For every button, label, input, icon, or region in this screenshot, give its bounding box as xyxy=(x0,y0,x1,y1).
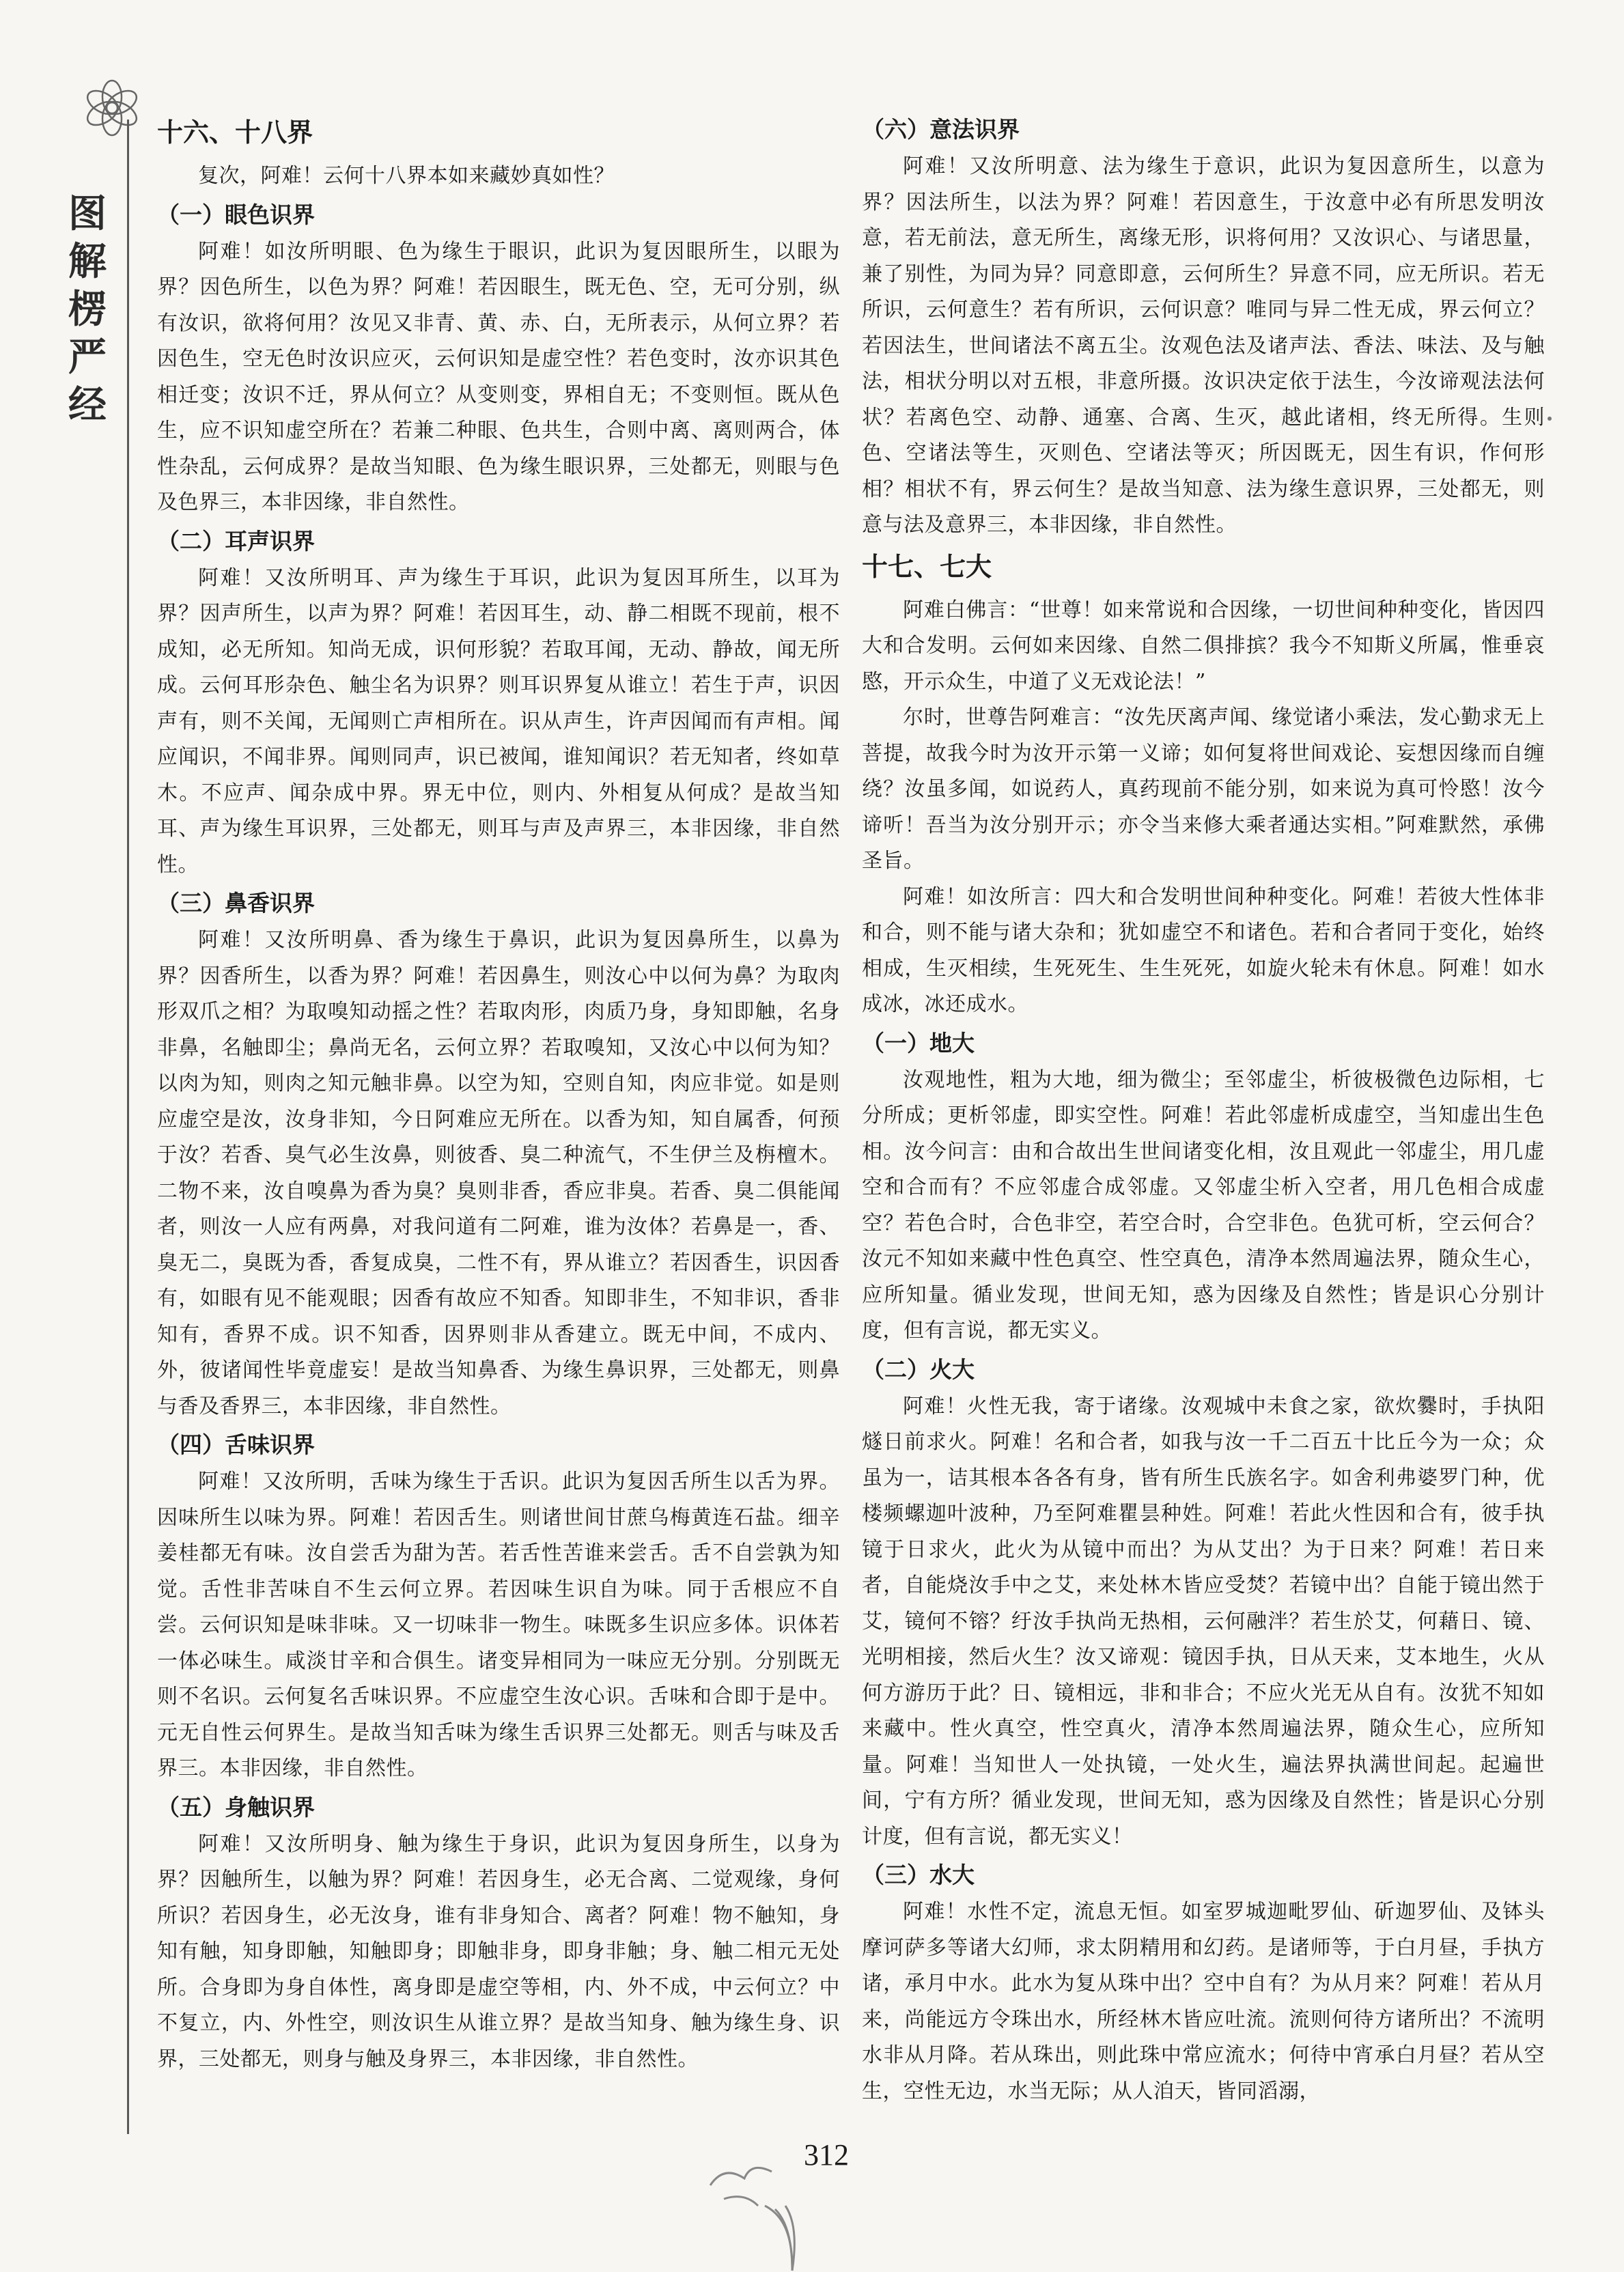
right-column xyxy=(862,109,1545,2103)
paragraph: 阿难！又汝所明，舌味为缘生于舌识。此识为复因舌所生以舌为界。因味所生以味为界。阿难！若因舌生。则诸世间甘蔗乌梅黄连石盐。细辛姜桂都无有味。汝自尝舌为甜为苦。若舌性苦谁来尝舌。舌不自尝孰为知觉。舌性非苦味自不生云何立界。若因味生识自为味。同于舌根应不自尝。云何识知是味非味。又一切味非一物生。味既多生识应多体。识体若一体必味生。咸淡甘辛和合俱生。诸变异相同为一味应无分别。分别既无则不名识。云何复名舌味识界。不应虚空生汝心识。舌味和合即于是中。元无自性云何界生。是故当知舌味为缘生舌识界三处都无。则舌与味及舌界三。本非因缘，非自然性。 xyxy=(157,1470,840,1780)
paragraph: 阿难！如汝所言：四大和合发明世间种种变化。阿难！若彼大性体非和合，则不能与诸大杂和；犹如虚空不和诸色。若和合者同于变化，始终相成，生灭相续，生死死生、生生死死，如旋火轮未有休息。阿难！如水成冰，冰还成水。 xyxy=(862,884,1545,1016)
subsection-heading-earth: （一）地大 xyxy=(862,1029,975,1056)
section-intro: 复次，阿难！云何十八界本如来藏妙真如性？ xyxy=(198,164,615,188)
paragraph: 阿难！又汝所明身、触为缘生于身识，此识为复因身所生，以身为界？因触所生，以触为界？阿难！若因身生，必无合离、二觉观缘，身何所识？若因身生，必无汝身，谁有非身知合、离者？阿难！物不触知，身知有触，知身即触，知触即身；即触非身，即身非触；身、触二相元无处所。合身即为身自体性，离身即是虚空等相，内、外不成，中云何立？中不复立，内、外性空，则汝识生从谁立界？是故当知身、触为缘生身、识界，三处都无，则身与触及身界三，本非因缘，非自然性。 xyxy=(157,1832,840,2071)
lotus-flower-icon xyxy=(81,76,143,139)
paragraph: 阿难！又汝所明耳、声为缘生于耳识，此识为复因耳所生，以耳为界？因声所生，以声为界？阿难！若因耳生，动、静二相既不现前，根不成知，必无所知。知尚无成，识何形貌？若取耳闻，无动、静故，闻无所成。云何耳形杂色、触尘名为识界？则耳识界复从谁立！若生于声，识因声有，则不关闻，无闻则亡声相所在。识从声生，许声因闻而有声相。闻应闻识，不闻非界。闻则同声，识已被闻，谁知闻识？若无知者，终如草木。不应声、闻杂成中界。界无中位，则内、外相复从何成？是故当知耳、声为缘生耳识界，三处都无，则耳与声及声界三，本非因缘，非自然性。 xyxy=(157,565,840,877)
sidebar-divider xyxy=(127,120,129,2134)
sidebar xyxy=(0,0,130,2272)
book-title-char: 解 xyxy=(68,239,107,284)
page-number: 312 xyxy=(804,2138,849,2172)
book-title-char: 图 xyxy=(68,191,107,236)
book-title-vertical xyxy=(66,190,109,429)
paragraph: 阿难！火性无我，寄于诸缘。汝观城中未食之家，欲炊爨时，手执阳燧日前求火。阿难！名和合者，如我与汝一千二百五十比丘今为一众；众虽为一，诘其根本各各有身，皆有所生氏族名字。如舍利弗婆罗门种，优楼频螺迦叶波种，乃至阿难瞿昙种姓。阿难！若此火性因和合有，彼手执镜于日求火，此火为从镜中而出？为从艾出？为于日来？阿难！若日来者，自能烧汝手中之艾，来处林木皆应受焚？若镜中出？自能于镜出然于艾，镜何不镕？纡汝手执尚无热相，云何融泮？若生於艾，何藉日、镜、光明相接，然后火生？汝又谛观：镜因手执，日从天来，艾本地生，火从何方游历于此？日、镜相远，非和非合；不应火光无从自有。汝犹不知如来藏中。性火真空，性空真火，清净本然周遍法界，随众生心，应所知量。阿难！当知世人一处执镜，一处火生，遍法界执满世间起。起遍世间，宁有方所？循业发现，世间无知，惑为因缘及自然性；皆是识心分别计度，但有言说，都无实义！ xyxy=(862,1394,1545,1849)
subsection-heading-ear: （二）耳声识界 xyxy=(157,527,315,555)
section-heading: 十六、十八界 xyxy=(157,117,313,148)
paragraph: 尔时，世尊告阿难言：“汝先厌离声闻、缘觉诸小乘法，发心勤求无上菩提，故我今时为汝开示第一义谛；如何复将世间戏论、妄想因缘而自缠绕？汝虽多闻，如说药人，真药现前不能分别，如来说为真可怜愍！汝今谛听！吾当为汝分别开示；亦令当来修大乘者通达实相。”阿难默然，承佛圣旨。 xyxy=(862,705,1545,873)
paragraph: 阿难！又汝所明意、法为缘生于意识，此识为复因意所生，以意为界？因法所生，以法为界？阿难！若因意生，于汝意中必有所思发明汝意，若无前法，意无所生，离缘无形，识将何用？又汝识心、与诸思量，兼了别性，为同为异？同意即意，云何所生？异意不同，应无所识。若无所识，云何意生？若有所识，云何识意？唯同与异二性无成，界云何立？若因法生，世间诸法不离五尘。汝观色法及诸声法、香法、味法、及与触法，相状分明以对五根，非意所摄。汝识决定依于法生，今汝谛观法法何状？若离色空、动静、通塞、合离、生灭，越此诸相，终无所得。生则色、空诸法等生，灭则色、空诸法等灭；所因既无，因生有识，作何形相？相状不有，界云何生？是故当知意、法为缘生意识界，三处都无，则意与法及意界三，本非因缘，非自然性。 xyxy=(862,154,1545,537)
subsection-heading-body: （五）身触识界 xyxy=(157,1793,315,1821)
subsection-heading-mind: （六）意法识界 xyxy=(862,116,1020,143)
section-heading: 十七、七大 xyxy=(862,551,992,582)
paragraph: 阿难！又汝所明鼻、香为缘生于鼻识，此识为复因鼻所生，以鼻为界？因香所生，以香为界？阿难！若因鼻生，则汝心中以何为鼻？为取肉形双爪之相？为取嗅知动摇之性？若取肉形，肉质乃身，身知即触，名身非鼻，名触即尘；鼻尚无名，云何立界？若取嗅知，又汝心中以何为知？以肉为知，则肉之知元触非鼻。以空为知，空则自知，肉应非觉。如是则应虚空是汝，汝身非知，今日阿难应无所在。以香为知，知自属香，何预于汝？若香、臭气必生汝鼻，则彼香、臭二种流气，不生伊兰及栴檀木。二物不来，汝自嗅鼻为香为臭？臭则非香，香应非臭。若香、臭二俱能闻者，则汝一人应有两鼻，对我问道有二阿难，谁为汝体？若鼻是一，香、臭无二，臭既为香，香复成臭，二性不有，界从谁立？若因香生，识因香有，如眼有见不能观眼；因香有故应不知香。知即非生，不知非识，香非知有，香界不成。识不知香，因界则非从香建立。既无中间，不成内、外，彼诸闻性毕竟虚妄！是故当知鼻香、为缘生鼻识界，三处都无，则鼻与香及香界三，本非因缘，非自然性。 xyxy=(157,928,840,1418)
paragraph: 阿难白佛言：“世尊！如来常说和合因缘，一切世间种种变化，皆因四大和合发明。云何如来因缘、自然二俱排摈？我今不知斯义所属，惟垂哀愍，开示众生，中道了义无戏论法！” xyxy=(862,598,1545,694)
book-title-char: 经 xyxy=(68,382,107,427)
left-column xyxy=(157,109,840,2103)
subsection-heading-water: （三）水大 xyxy=(862,1862,975,1888)
book-title-char: 楞 xyxy=(68,287,107,332)
book-title-char: 严 xyxy=(68,335,107,380)
subsection-heading-tongue: （四）舌味识界 xyxy=(157,1431,315,1458)
subsection-heading-nose: （三）鼻香识界 xyxy=(157,890,315,916)
paragraph: 阿难！水性不定，流息无恒。如室罗城迦毗罗仙、斫迦罗仙、及钵头摩诃萨多等诸大幻师，求太阴精用和幻药。是诸师等，于白月昼，手执方诸，承月中水。此水为复从珠中出？空中自有？为从月来？阿难！若从月来，尚能远方令珠出水，所经林木皆应吐流。流则何待方诸所出？不流明水非从月降。若从珠出，则此珠中常应流水；何待中宵承白月昼？若从空生，空性无边，水当无际；从人洎天，皆同滔溺， xyxy=(862,1900,1545,2103)
subsection-heading-eye: （一）眼色识界 xyxy=(157,201,315,228)
subsection-heading-fire: （二）火大 xyxy=(862,1356,975,1383)
stray-dot xyxy=(1548,417,1552,421)
paragraph: 汝观地性，粗为大地，细为微尘；至邻虚尘，析彼极微色边际相，七分所成；更析邻虚，即实空性。阿难！若此邻虚析成虚空，当知虚出生色相。汝今问言：由和合故出生世间诸变化相，汝且观此一邻虚尘，用几虚空和合而有？不应邻虚合成邻虚。又邻虚尘析入空者，用几色相合成虚空？若色合时，合色非空，若空合时，合空非色。色犹可析，空云何合？汝元不知如来藏中性色真空、性空真色，清净本然周遍法界，随众生心，应所知量。循业发现，世间无知，惑为因缘及自然性；皆是识心分别计度，但有言说，都无实义。 xyxy=(862,1067,1545,1343)
paragraph: 阿难！如汝所明眼、色为缘生于眼识，此识为复因眼所生，以眼为界？因色所生，以色为界？阿难！若因眼生，既无色、空，无可分别，纵有汝识，欲将何用？汝见又非青、黄、赤、白，无所表示，从何立界？若因色生，空无色时汝识应灭，云何识知是虚空性？若色变时，汝亦识其色相迁变；汝识不迁，界从何立？从变则变，界相自无；不变则恒。既从色生，应不识知虚空所在？若兼二种眼、色共生，合则中离、离则两合，体性杂乱，云何成界？是故当知眼、色为缘生眼识界，三处都无，则眼与色及色界三，本非因缘，非自然性。 xyxy=(157,239,840,514)
